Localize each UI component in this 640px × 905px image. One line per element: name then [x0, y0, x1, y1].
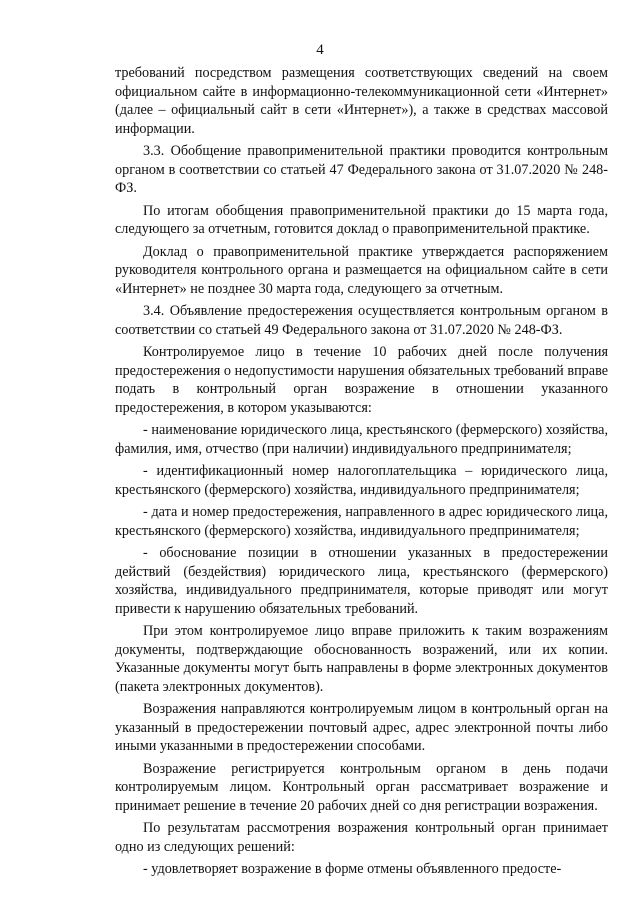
list-item-inn: - идентификационный номер налогоплательщика – юридического лица, крестьянского (фермерского) хозяйства, индивидуального предпринимателя;: [115, 463, 608, 498]
list-item-satisfy: - удовлетворяет возражение в форме отмены объявленного предосте-: [143, 861, 562, 877]
paragraph-3-4: 3.4. Объявление предостережения осуществляется контрольным органом в соответствии со статьей 49 Федерального закона от 31.07.2020 № 248-ФЗ.: [115, 303, 608, 338]
paragraph-3-3: 3.3. Обобщение правоприменительной практики проводится контрольным органом в соответствии со статьей 47 Федерального закона от 31.07.2020 № 248-ФЗ.: [115, 143, 608, 196]
list-item-warning-date: - дата и номер предостережения, направленного в адрес юридического лица, крестьянского (фермерского) хозяйства, индивидуального предпринимателя;: [115, 504, 608, 539]
paragraph-decision-options: По результатам рассмотрения возражения контрольный орган принимает одно из следующих решений:: [115, 820, 608, 855]
paragraph-report-deadline: По итогам обобщения правоприменительной практики до 15 марта года, следующего за отчетным, готовится доклад о правоприменительной практике.: [115, 202, 608, 237]
page-number: 4: [316, 42, 324, 58]
document-body: [115, 64, 608, 883]
paragraph-attachments: При этом контролируемое лицо вправе приложить к таким возражениям документы, подтверждающие обоснованность возражений, или их копии. Указанные документы могут быть направлены в форме электронных документов (пакета электронных документов).: [115, 623, 608, 695]
paragraph-objection-right: Контролируемое лицо в течение 10 рабочих дней после получения предостережения о недопустимости нарушения обязательных требований вправе подать в контрольный орган возражение в отношении указанного предостережения, в котором указываются:: [115, 344, 608, 416]
paragraph-report-approval: Доклад о правоприменительной практике утверждается распоряжением руководителя контрольного органа и размещается на официальном сайте в сети «Интернет» не позднее 30 марта года, следующего за отчетным.: [115, 243, 608, 297]
paragraph-objection-registration: Возражение регистрируется контрольным органом в день подачи контролируемым лицом. Контрольный орган рассматривает возражение и принимает решение в течение 20 рабочих дней со дня регистрации возражения.: [115, 760, 608, 814]
list-item-name: - наименование юридического лица, крестьянского (фермерского) хозяйства, фамилия, имя, отчество (при наличии) индивидуального предпринимателя;: [115, 422, 608, 457]
paragraph-objection-delivery: Возражения направляются контролируемым лицом в контрольный орган на указанный в предостережении почтовый адрес, адрес электронной почты либо иными указанными в предостережении способами.: [115, 701, 608, 754]
paragraph-continuation: требований посредством размещения соответствующих сведений на своем официальном сайте в информационно-телекоммуникационной сети «Интернет» (далее – официальный сайт в сети «Интернет»), а также в средствах массовой информации.: [115, 65, 608, 137]
list-item-justification: - обоснование позиции в отношении указанных в предостережении действий (бездействия) юридического лица, крестьянского (фермерского) хозяйства, индивидуального предпринимателя, которые приводят или могут привести к нарушению обязательных требований.: [115, 545, 608, 617]
